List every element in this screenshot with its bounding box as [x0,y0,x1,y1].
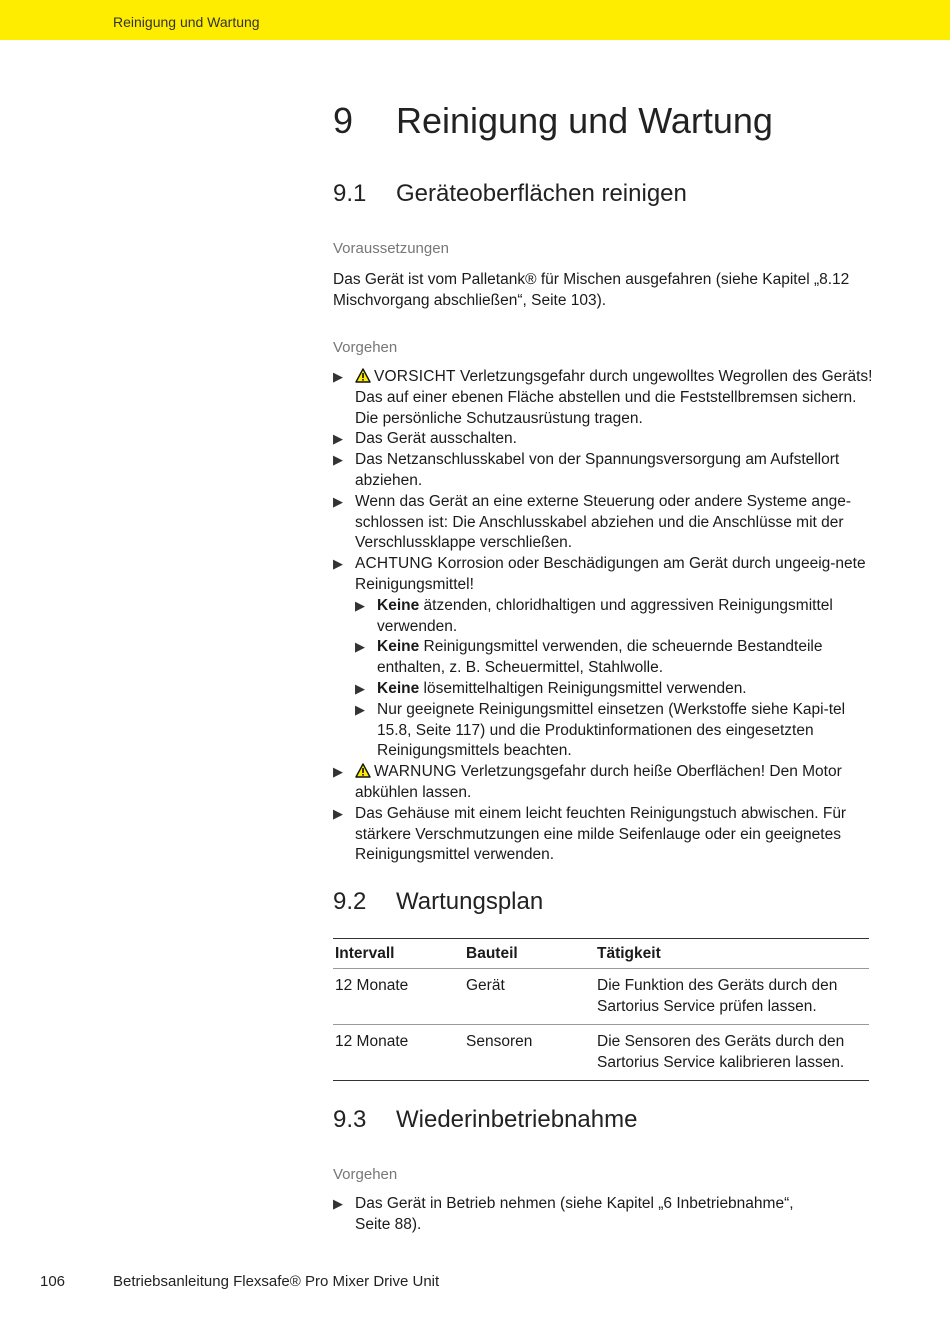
section-number: 9.3 [333,1106,367,1133]
triangle-right-icon: ▶ [355,597,365,613]
keyword: Keine [377,638,420,656]
list-item [333,429,873,450]
triangle-right-icon: ▶ [333,431,343,447]
triangle-right-icon: ▶ [333,805,343,821]
section-heading-9-2 [333,888,543,916]
page-number: 106 [40,1273,66,1290]
table-cell: Gerät [464,969,595,1025]
table-row [333,1025,869,1081]
list-item [355,679,873,700]
step-text: Das Netzanschlusskabel von der Spannungsversorgung am Aufstellort abziehen. [355,451,840,489]
section-number: 9.2 [333,888,367,915]
list-item [333,804,873,866]
list-item [333,450,873,492]
signal-word: WARNUNG [374,763,457,781]
table-header-row [333,939,869,969]
footer-title: Betriebsanleitung Flexsafe® Pro Mixer Drive Unit [113,1273,440,1290]
maintenance-table [333,938,869,1081]
list-item [333,1194,823,1236]
procedure-heading: Vorgehen [333,1166,398,1183]
chapter-title-text: Reinigung und Wartung [396,100,773,141]
triangle-right-icon: ▶ [333,1196,343,1211]
keyword: Keine [377,596,420,614]
column-header: Intervall [333,939,464,969]
step-text: Korrosion oder Beschädigungen am Gerät durch ungeeig-nete Reinigungsmittel! [355,555,866,593]
step-text: Reinigungsmittel verwenden, die scheuernde Bestandteile enthalten, z. B. Scheuermittel, Stahlwolle. [377,638,823,677]
step-text: Wenn das Gerät an eine externe Steuerung oder andere Systeme ange-schlossen ist: Die Anschlusskabel abziehen und die Anschlüsse mit der Verschlussklappe verschließen. [355,492,852,552]
section-heading-9-1 [333,180,687,208]
list-item [333,554,873,762]
chapter-title [333,100,773,142]
section-title: Wartungsplan [396,888,544,915]
triangle-right-icon: ▶ [355,680,365,696]
header-bar [0,0,950,40]
table-row [333,969,869,1025]
step-text: lösemittelhaltigen Reinigungsmittel verwenden. [419,679,747,697]
column-header: Bauteil [464,939,595,969]
table-cell: 12 Monate [333,969,464,1025]
list-item [355,596,873,638]
section-title: Geräteoberflächen reinigen [396,180,687,207]
table-cell: Die Sensoren des Geräts durch den Sartorius Service kalibrieren lassen. [595,1025,869,1081]
prereq-heading: Voraussetzungen [333,240,449,257]
list-item [333,492,873,554]
triangle-right-icon: ▶ [333,556,343,572]
triangle-right-icon: ▶ [333,369,343,384]
procedure-steps [333,367,873,866]
prereq-text: Das Gerät ist vom Palletank® für Mischen ausgefahren (siehe Kapitel „8.12 Mischvorgang abschließen“, Seite 103). [333,271,850,309]
triangle-right-icon: ▶ [355,701,365,717]
procedure-steps [333,1194,823,1236]
signal-word: VORSICHT [374,368,456,385]
keyword: Keine [377,679,420,697]
triangle-right-icon: ▶ [333,764,343,780]
table-cell: 12 Monate [333,1025,464,1081]
warning-triangle-icon [355,368,371,383]
signal-word: ACHTUNG [355,555,434,573]
triangle-right-icon: ▶ [333,452,343,468]
step-text: Das Gerät in Betrieb nehmen (siehe Kapitel „6 Inbetriebnahme“, Seite 88). [355,1195,794,1233]
table-cell: Sensoren [464,1025,595,1081]
section-heading-9-3 [333,1106,637,1134]
step-text: Verletzungsgefahr durch heiße Oberflächen! Den Motor abkühlen lassen. [355,763,842,801]
triangle-right-icon: ▶ [333,493,343,509]
list-item [333,762,873,804]
sub-steps [355,596,873,762]
section-title: Wiederinbetriebnahme [396,1106,638,1133]
step-text: Nur geeignete Reinigungsmittel einsetzen (Werkstoffe siehe Kapi-tel 15.8, Seite 117) und die Produktinformationen des eingesetzten Reinigungsmittels beachten. [377,700,846,760]
triangle-right-icon: ▶ [355,639,365,655]
table-cell: Die Funktion des Geräts durch den Sartorius Service prüfen lassen. [595,969,869,1025]
step-text: Das Gerät ausschalten. [355,430,517,448]
procedure-heading: Vorgehen [333,339,398,356]
list-item [355,637,873,679]
list-item [333,367,873,429]
step-text: Verletzungsgefahr durch ungewolltes Wegrollen des Geräts! Das auf einer ebenen Fläche abstellen und die Feststellbremsen sichern. Die persönliche Schutzausrüstung tragen. [355,368,873,427]
list-item [355,700,873,762]
step-text: Das Gehäuse mit einem leicht feuchten Reinigungstuch abwischen. Für stärkere Verschmutzungen eine milde Seifenlauge oder ein geeignetes Reinigungsmittel verwenden. [355,804,847,864]
running-header: Reinigung und Wartung [113,14,260,30]
step-text: ätzenden, chloridhaltigen und aggressiven Reinigungsmittel verwenden. [377,596,833,635]
warning-triangle-icon [355,763,371,778]
section-number: 9.1 [333,180,367,207]
column-header: Tätigkeit [595,939,869,969]
chapter-number: 9 [333,100,354,141]
